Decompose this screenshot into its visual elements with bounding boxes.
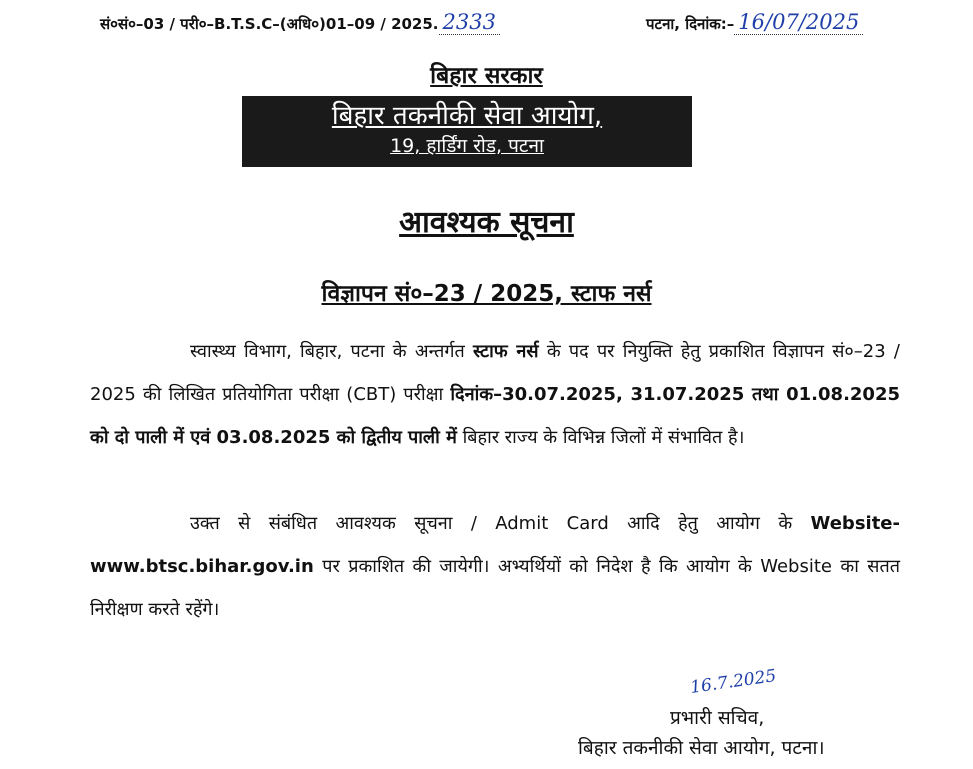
- signatory-office: बिहार तकनीकी सेवा आयोग, पटना।: [578, 737, 825, 759]
- website-link[interactable]: Website-www.btsc.bihar.gov.in: [90, 513, 900, 577]
- p1-text-3: बिहार राज्य के विभिन्न जिलों में संभावित है।: [456, 427, 745, 448]
- p1-text-2: के पद पर नियुक्ति हेतु प्रकाशित विज्ञापन सं०–23 / 2025 की लिखित प्रतियोगिता परीक्षा (CBT) परीक्षा: [90, 341, 900, 405]
- commission-address: 19, हार्डिंग रोड, पटना: [390, 135, 544, 157]
- advertisement-subtitle-text: विज्ञापन सं०–23 / 2025, स्टाफ नर्स: [321, 281, 652, 307]
- commission-name: बिहार तकनीकी सेवा आयोग,: [331, 101, 603, 131]
- p2-text-1: उक्त से संबंधित आवश्यक सूचना / Admit Card आदि हेतु आयोग के: [190, 513, 811, 534]
- notice-title: [0, 200, 973, 241]
- reference-number-handwritten: 2333: [439, 10, 500, 35]
- signature-initials: 16.7.2025: [689, 666, 778, 698]
- government-name: बिहार सरकार: [430, 63, 543, 89]
- notice-title-text: आवश्यक सूचना: [399, 205, 574, 240]
- p1-post-name: स्टाफ नर्स: [473, 341, 539, 362]
- notice-paragraph-1: [90, 330, 900, 459]
- place-date-label: पटना, दिनांक:–: [646, 15, 735, 33]
- government-heading: [0, 58, 973, 90]
- signatory-designation: प्रभारी सचिव,: [670, 707, 765, 729]
- reference-number-line: [100, 10, 500, 34]
- date-line: [646, 10, 863, 34]
- advertisement-subtitle: [0, 276, 973, 308]
- p1-text-1: स्वास्थ्य विभाग, बिहार, पटना के अन्तर्गत: [190, 341, 474, 362]
- commission-banner: [242, 96, 692, 167]
- reference-prefix: सं०सं०–03 / परी०–B.T.S.C–(अधि०)01–09 / 2025.: [100, 15, 439, 33]
- p1-exam-dates: दिनांक–30.07.2025, 31.07.2025 तथा 01.08.2025 को दो पाली में एवं 03.08.2025 को द्वितीय पाली में: [90, 384, 901, 448]
- handwritten-signature: [689, 666, 777, 698]
- p2-text-2: पर प्रकाशित की जायेगी। अभ्यर्थियों को निदेश है कि आयोग के Website का सतत निरीक्षण करते रहेंगे।: [90, 556, 900, 620]
- date-handwritten: 16/07/2025: [734, 10, 863, 35]
- notice-paragraph-2: [90, 502, 900, 631]
